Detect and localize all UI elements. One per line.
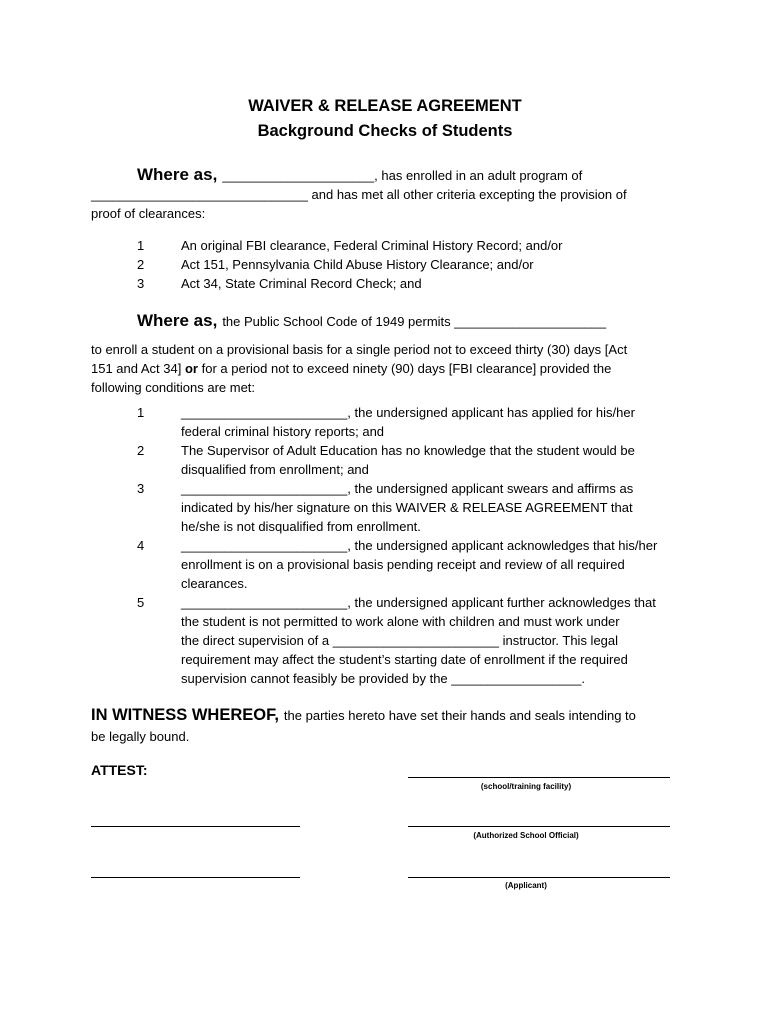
attest-label: ATTEST: — [91, 762, 148, 778]
condition-text — [181, 403, 717, 441]
condition-text — [181, 441, 717, 479]
document-subtitle: Background Checks of Students — [257, 122, 513, 140]
recital1-line2: ______________________________ and has met all other criteria excepting the provision of — [91, 187, 627, 202]
recital1-line1 — [137, 165, 582, 185]
condition-item — [137, 593, 717, 688]
signature-line-witness-1 — [91, 826, 300, 827]
condition-text — [181, 593, 717, 688]
condition-number: 5 — [137, 595, 145, 610]
recital2-line0 — [137, 311, 606, 331]
signature-label-facility: (school/training facility) — [480, 782, 572, 791]
condition-line: clearances. — [181, 576, 248, 591]
signature-line-facility — [408, 777, 670, 778]
clearance-list — [137, 236, 717, 293]
condition-line: indicated by his/her signature on this WAIVER & RELEASE AGREEMENT that — [181, 500, 633, 515]
condition-line: _______________________, the undersigned applicant has applied for his/her — [181, 405, 635, 420]
witness-line1 — [91, 706, 636, 725]
recital2-line1: to enroll a student on a provisional basis for a single period not to exceed thirty (30) days [Act — [91, 342, 628, 357]
clearance-item — [137, 236, 717, 255]
recital2-line2-bold: or — [184, 361, 198, 376]
recital2-line2 — [91, 359, 611, 378]
witness-line1-text: the parties hereto have set their hands and seals intending to — [283, 708, 636, 723]
recital1-line1-text: _____________________, has enrolled in an adult program of — [222, 168, 583, 183]
recital1-line3: proof of clearances: — [91, 206, 206, 221]
document-title: WAIVER & RELEASE AGREEMENT — [248, 97, 522, 115]
condition-line: _______________________, the undersigned applicant acknowledges that his/her — [181, 538, 658, 553]
condition-line: _______________________, the undersigned applicant further acknowledges that — [181, 595, 656, 610]
clearance-text: Act 34, State Criminal Record Check; and — [181, 276, 422, 291]
condition-line: the direct supervision of a _______________________ instructor. This legal — [181, 633, 619, 648]
clearance-text: An original FBI clearance, Federal Criminal History Record; and/or — [181, 238, 563, 253]
recital2-line3: following conditions are met: — [91, 380, 256, 395]
condition-item — [137, 441, 717, 479]
recital1-lead: Where as, — [137, 165, 218, 184]
condition-line: the student is not permitted to work alone with children and must work under — [181, 614, 620, 629]
condition-line: _______________________, the undersigned applicant swears and affirms as — [181, 481, 634, 496]
signature-line-witness-2 — [91, 877, 300, 878]
condition-item — [137, 479, 717, 536]
recital2-lead: Where as, — [137, 311, 218, 330]
condition-line: The Supervisor of Adult Education has no knowledge that the student would be — [181, 443, 635, 458]
recital2-line0-text: the Public School Code of 1949 permits _____________________ — [222, 314, 607, 329]
condition-number: 3 — [137, 481, 145, 496]
condition-number: 4 — [137, 538, 145, 553]
condition-line: he/she is not disqualified from enrollment. — [181, 519, 421, 534]
condition-number: 2 — [137, 443, 145, 458]
witness-lead: IN WITNESS WHEREOF, — [91, 706, 279, 724]
condition-text — [181, 479, 717, 536]
clearance-text: Act 151, Pennsylvania Child Abuse History Clearance; and/or — [181, 257, 534, 272]
condition-number: 1 — [137, 405, 145, 420]
condition-line: supervision cannot feasibly be provided by the __________________. — [181, 671, 586, 686]
signature-label-applicant: (Applicant) — [505, 881, 547, 890]
witness-line2: be legally bound. — [91, 729, 190, 744]
clearance-item — [137, 274, 717, 293]
condition-item — [137, 403, 717, 441]
condition-line: disqualified from enrollment; and — [181, 462, 369, 477]
condition-item — [137, 536, 717, 593]
condition-text — [181, 536, 717, 593]
condition-line: enrollment is on a provisional basis pending receipt and review of all required — [181, 557, 625, 572]
recital2-line2-end: for a period not to exceed ninety (90) days [FBI clearance] provided the — [201, 361, 612, 376]
clearance-number: 1 — [137, 238, 145, 253]
condition-line: requirement may affect the student’s starting date of enrollment if the required — [181, 652, 628, 667]
recital2-line2-start: 151 and Act 34] — [91, 361, 182, 376]
signature-line-applicant — [408, 877, 670, 878]
conditions-list — [137, 403, 717, 688]
clearance-item — [137, 255, 717, 274]
condition-line: federal criminal history reports; and — [181, 424, 385, 439]
clearance-number: 3 — [137, 276, 145, 291]
signature-label-official: (Authorized School Official) — [473, 831, 579, 840]
signature-line-official — [408, 826, 670, 827]
clearance-number: 2 — [137, 257, 145, 272]
